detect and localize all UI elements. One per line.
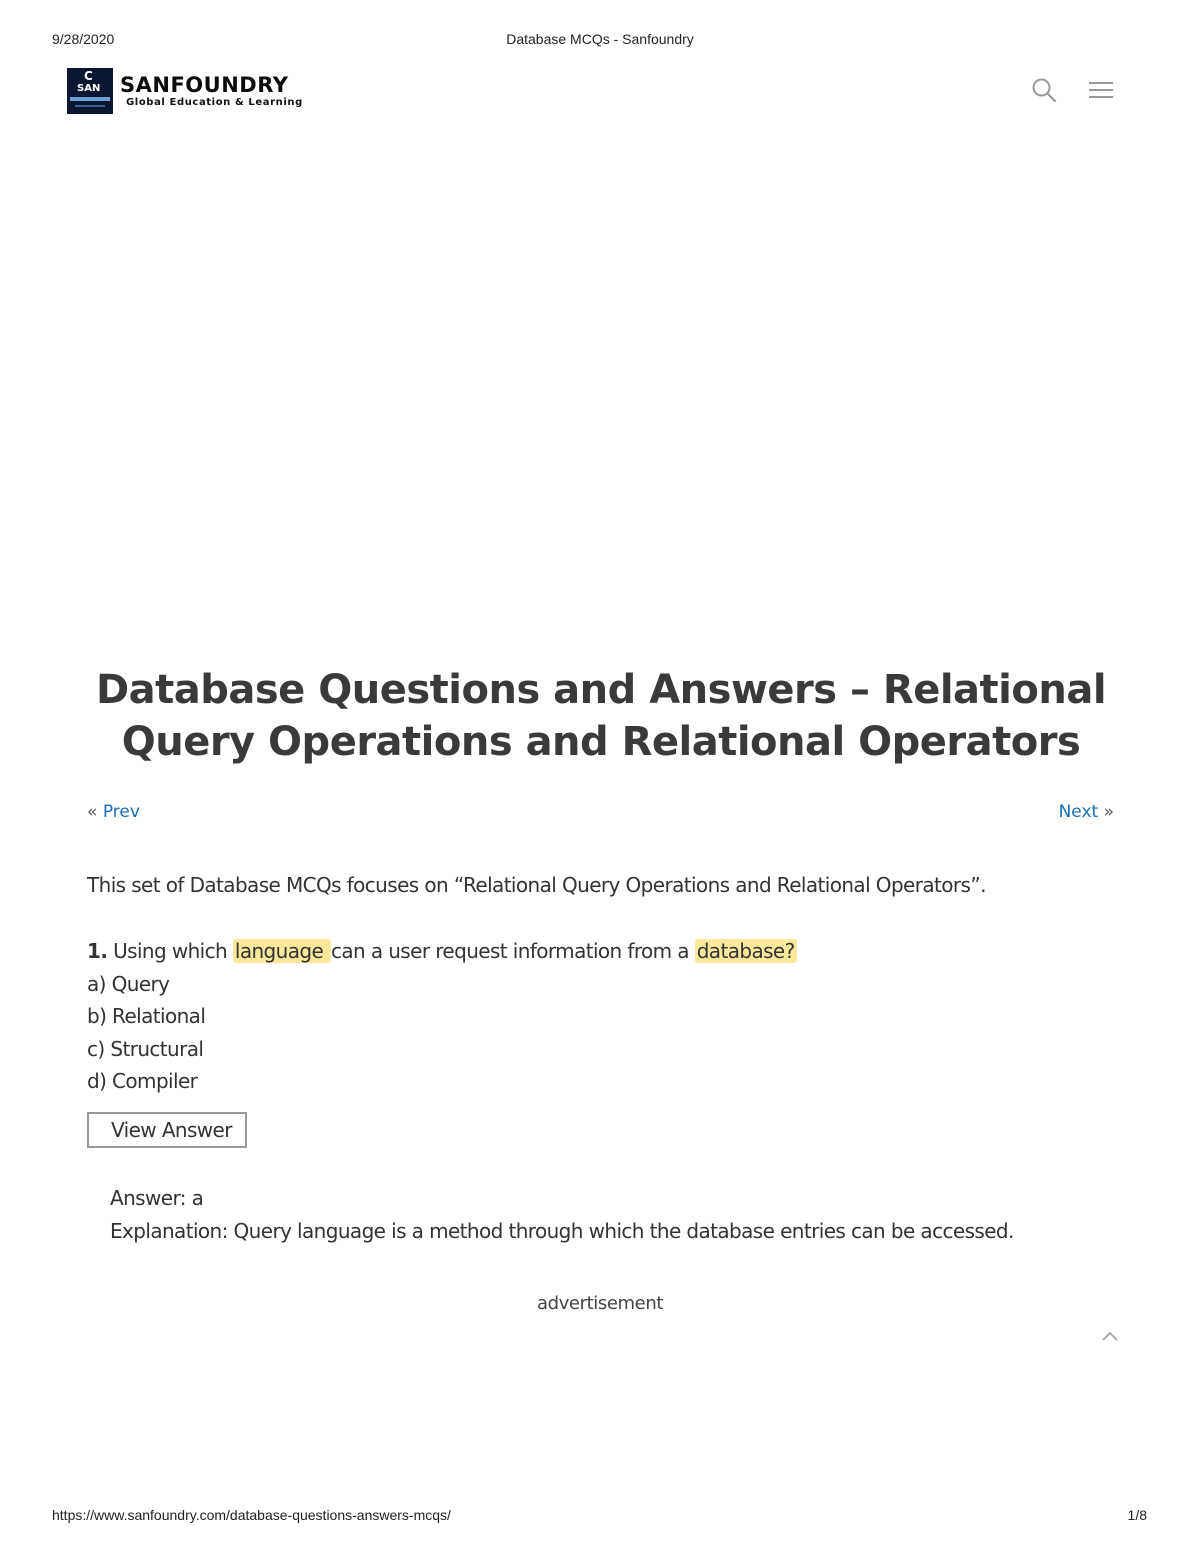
option-d: d) Compiler (87, 1069, 198, 1093)
question-part-2: can a user request information from a (330, 939, 695, 963)
print-page-number: 1/8 (1127, 1507, 1147, 1523)
logo-tagline: Global Education & Learning (126, 97, 303, 108)
search-icon[interactable] (1031, 77, 1057, 103)
answer-text: Answer: a (110, 1186, 204, 1210)
question-text (87, 939, 797, 963)
logo-mark-text: SAN (77, 83, 101, 94)
prev-guillemet: « (87, 802, 98, 822)
logo-mark-stripe (70, 97, 110, 101)
prev-label: Prev (102, 802, 140, 822)
prev-link[interactable] (87, 802, 140, 822)
logo-mark-letter: C (84, 69, 93, 83)
logo-mark-stripe-small (75, 105, 105, 107)
page-title: Database Questions and Answers – Relational Query Operations and Relational Operators (95, 667, 1107, 765)
print-date: 9/28/2020 (52, 31, 115, 47)
next-label: Next (1058, 802, 1099, 822)
intro-text: This set of Database MCQs focuses on “Relational Query Operations and Relational Operators”. (87, 873, 986, 897)
logo-text (120, 73, 303, 109)
print-page-title: Database MCQs - Sanfoundry (506, 31, 694, 47)
question-number: 1. (87, 939, 108, 963)
sanfoundry-logo[interactable] (67, 68, 303, 114)
option-c: c) Structural (87, 1037, 204, 1061)
next-guillemet: » (1103, 802, 1114, 822)
option-b: b) Relational (87, 1004, 206, 1028)
explanation-text: Explanation: Query language is a method through which the database entries can be accessed. (110, 1219, 1014, 1243)
hamburger-menu-icon[interactable] (1087, 78, 1115, 102)
highlight-database[interactable]: database? (696, 939, 795, 963)
logo-brand: SANFOUNDRY (120, 73, 289, 97)
view-answer-button[interactable]: View Answer (87, 1112, 247, 1148)
question-part-1: Using which (107, 939, 233, 963)
option-a: a) Query (87, 972, 170, 996)
next-link[interactable] (1059, 802, 1114, 822)
scroll-to-top-icon[interactable] (1100, 1328, 1120, 1342)
highlight-language[interactable]: language (234, 939, 329, 963)
advertisement-label: advertisement (537, 1293, 663, 1314)
print-url: https://www.sanfoundry.com/database-questions-answers-mcqs/ (52, 1507, 451, 1523)
logo-mark-icon (67, 68, 113, 114)
